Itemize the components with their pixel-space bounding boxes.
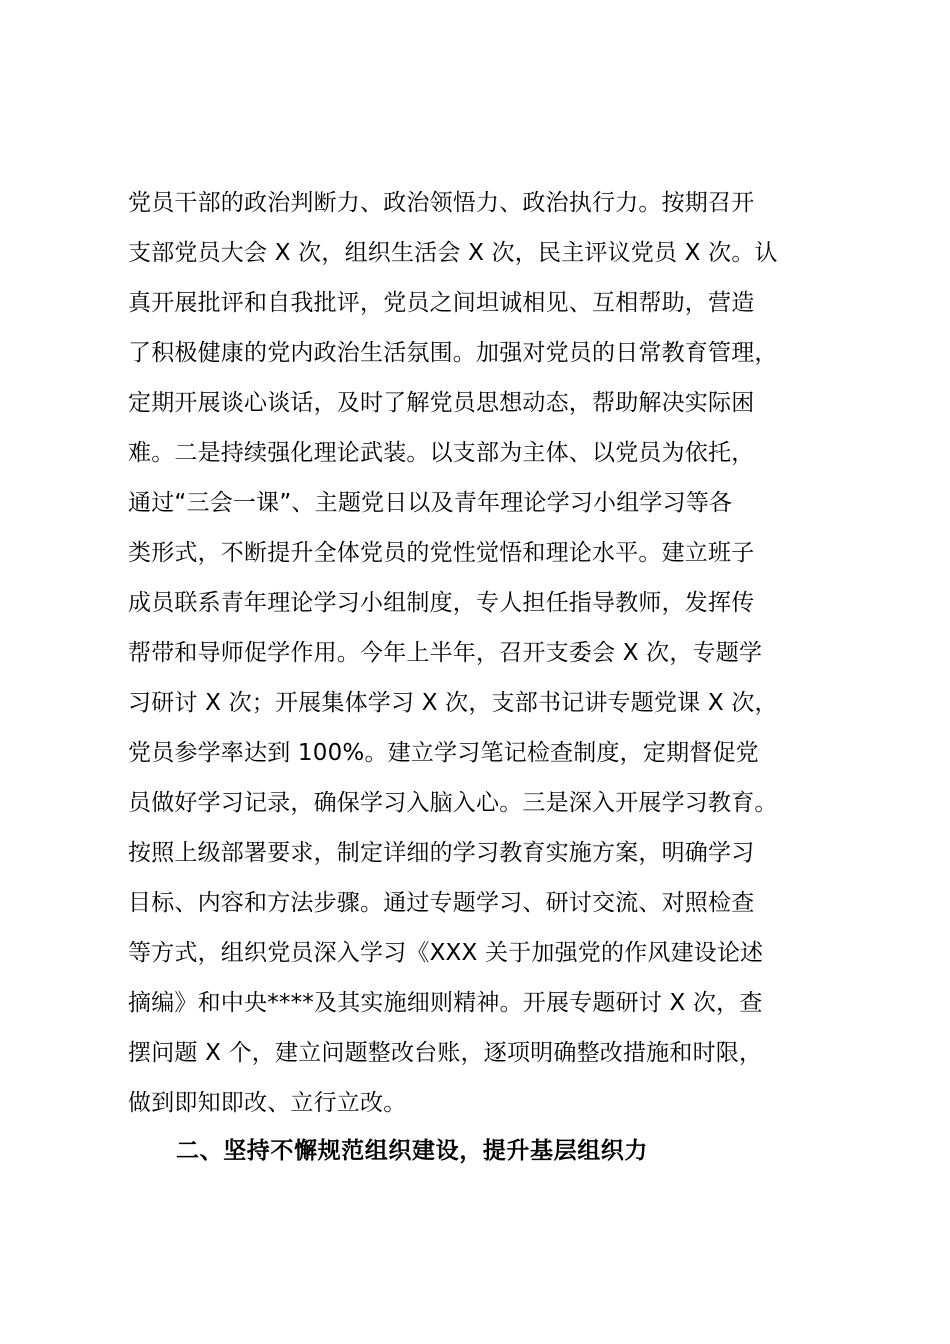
- text-line: 通过“三会一课”、主题党日以及青年理论学习小组学习等各: [128, 490, 733, 516]
- text-line: 摘编》和中央****及其实施细则精神。开展专题研讨 X 次，查: [128, 990, 763, 1016]
- text-line: 目标、内容和方法步骤。通过专题学习、研讨交流、对照检查: [128, 890, 755, 916]
- text-line: 做到即知即改、立行立改。: [128, 1090, 407, 1116]
- section-heading: 二、坚持不懈规范组织建设，提升基层组织力: [176, 1137, 648, 1164]
- body-paragraph: [128, 178, 868, 1128]
- text-line: 摆问题 X 个，建立问题整改台账，逐项明确整改措施和时限，: [128, 1040, 763, 1066]
- text-line: 真开展批评和自我批评，党员之间坦诚相见、互相帮助，营造: [128, 290, 755, 316]
- text-line: 了积极健康的党内政治生活氛围。加强对党员的日常教育管理，: [128, 340, 778, 366]
- text-line: 支部党员大会 X 次，组织生活会 X 次，民主评议党员 X 次。认: [128, 240, 778, 266]
- text-line: 员做好学习记录，确保学习入脑入心。三是深入开展学习教育。: [128, 790, 778, 816]
- text-line: 党员参学率达到 100%。建立学习笔记检查制度，定期督促党: [128, 740, 759, 766]
- text-line: 习研讨 X 次；开展集体学习 X 次，支部书记讲专题党课 X 次，: [128, 690, 778, 716]
- text-line: 党员干部的政治判断力、政治领悟力、政治执行力。按期召开: [128, 190, 755, 216]
- text-line: 难。二是持续强化理论武装。以支部为主体、以党员为依托，: [128, 440, 755, 466]
- text-line: 按照上级部署要求，制定详细的学习教育实施方案，明确学习: [128, 840, 755, 866]
- text-line: 等方式，组织党员深入学习《XXX 关于加强党的作风建设论述: [128, 940, 764, 966]
- text-line: 成员联系青年理论学习小组制度，专人担任指导教师，发挥传: [128, 590, 755, 616]
- text-line: 定期开展谈心谈话，及时了解党员思想动态，帮助解决实际困: [128, 390, 755, 416]
- text-line: 类形式，不断提升全体党员的党性觉悟和理论水平。建立班子: [128, 540, 755, 566]
- text-line: 帮带和导师促学作用。今年上半年，召开支委会 X 次，专题学: [128, 640, 763, 666]
